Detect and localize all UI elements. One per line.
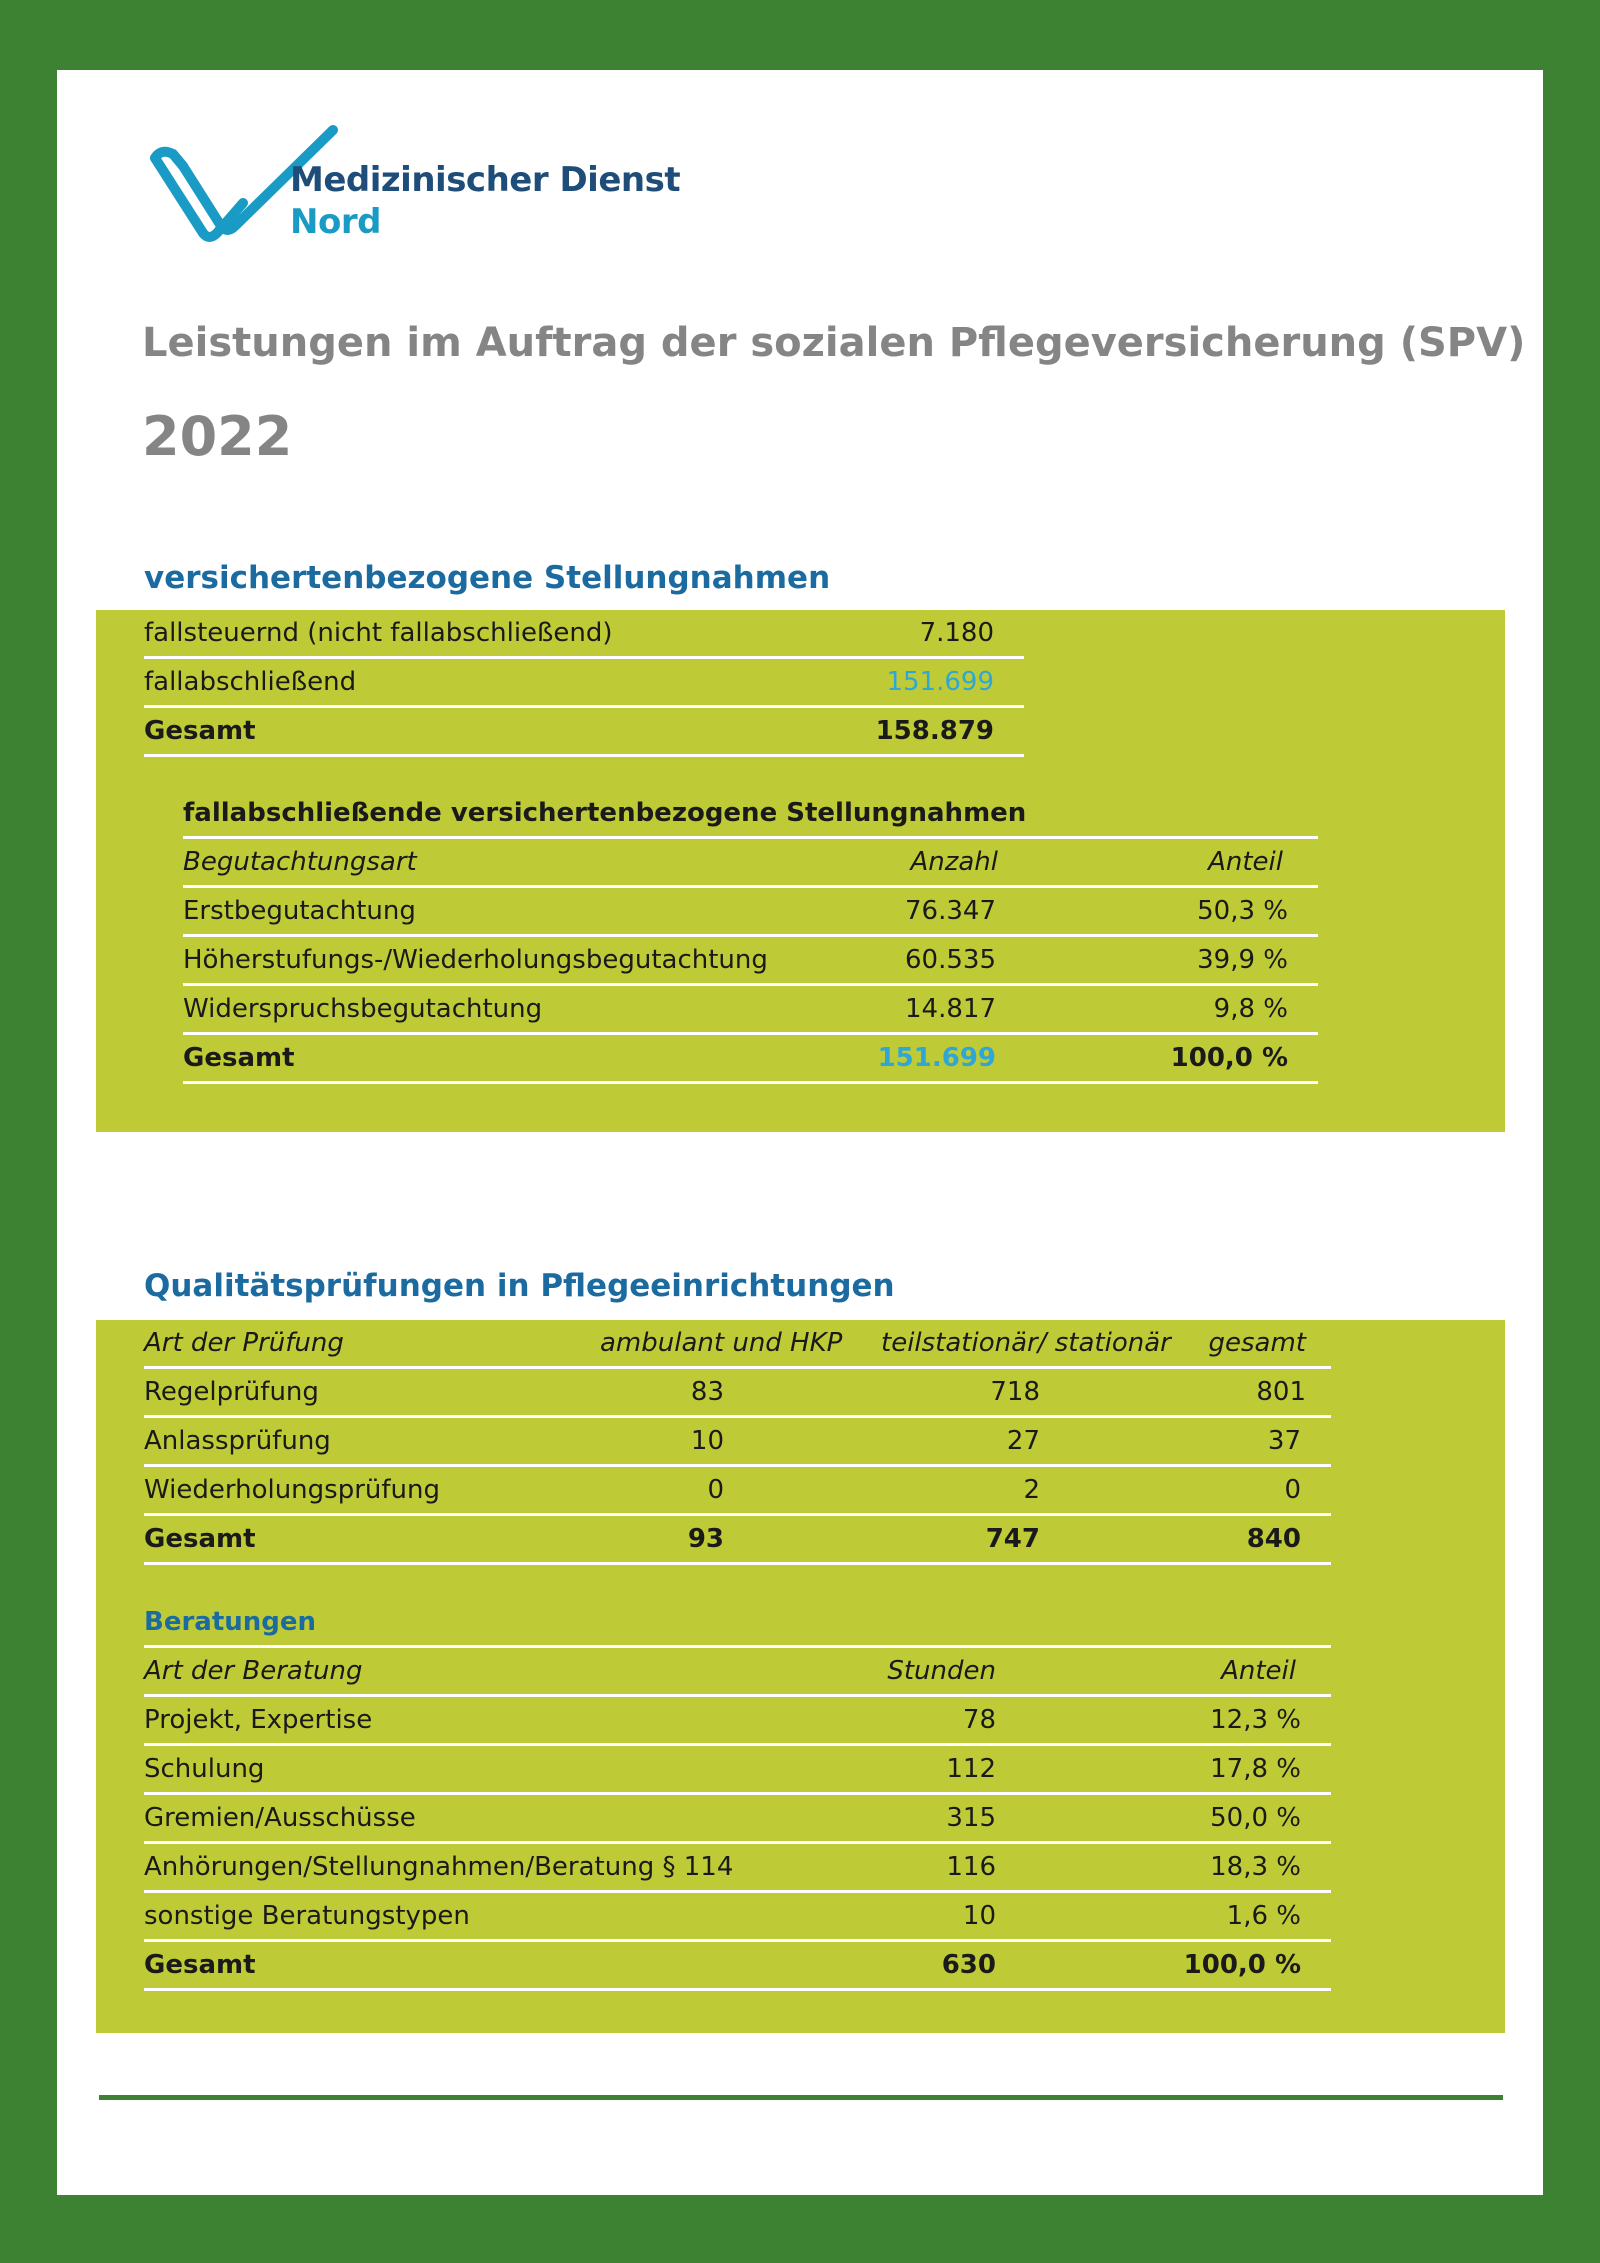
column-header: Art der Beratung xyxy=(144,1656,363,1686)
column-header: gesamt xyxy=(1208,1328,1306,1358)
table-row xyxy=(183,937,1318,986)
column-header: teilstationär/ stationär xyxy=(881,1328,1171,1358)
table-row xyxy=(183,888,1318,937)
row-label: Gesamt xyxy=(144,716,256,746)
table-row-total xyxy=(144,1516,1331,1565)
row-value: 7.180 xyxy=(919,618,994,648)
row-label: Anlassprüfung xyxy=(144,1426,331,1456)
row-hours: 630 xyxy=(941,1950,996,1980)
row-label: Widerspruchsbegutachtung xyxy=(183,994,543,1024)
table-row xyxy=(144,1746,1331,1795)
document-page xyxy=(57,70,1543,2195)
row-value: 158.879 xyxy=(875,716,994,746)
row-gesamt: 840 xyxy=(1246,1524,1301,1554)
row-share: 50,0 % xyxy=(1210,1803,1301,1833)
table-row xyxy=(144,1418,1331,1467)
row-label: sonstige Beratungstypen xyxy=(144,1901,470,1931)
subtable-heading: fallabschließende versichertenbezogene Stellungnahmen xyxy=(183,798,1027,828)
row-hours: 10 xyxy=(962,1901,996,1931)
footer-divider xyxy=(99,2095,1503,2100)
column-header: Begutachtungsart xyxy=(183,847,417,877)
row-ambulant: 93 xyxy=(687,1524,724,1554)
row-count: 60.535 xyxy=(905,945,996,975)
column-header: Anteil xyxy=(1208,847,1283,877)
row-count: 76.347 xyxy=(905,896,996,926)
column-header: Art der Prüfung xyxy=(144,1328,344,1358)
row-share: 50,3 % xyxy=(1197,896,1288,926)
beratungen-heading: Beratungen xyxy=(144,1607,317,1637)
row-label: Anhörungen/Stellungnahmen/Beratung § 114 xyxy=(144,1852,734,1882)
row-label: fallsteuernd (nicht fallabschließend) xyxy=(144,618,613,648)
row-label: Regelprüfung xyxy=(144,1377,319,1407)
table-row-total xyxy=(183,1035,1318,1084)
row-hours: 78 xyxy=(962,1705,996,1735)
row-count: 151.699 xyxy=(877,1043,996,1073)
subtable-heading-row xyxy=(183,790,1318,839)
year: 2022 xyxy=(142,405,293,468)
row-ambulant: 10 xyxy=(690,1426,724,1456)
row-label: Schulung xyxy=(144,1754,265,1784)
row-stationaer: 718 xyxy=(990,1377,1040,1407)
row-gesamt: 801 xyxy=(1256,1377,1306,1407)
row-hours: 116 xyxy=(946,1852,996,1882)
logo-line1: Medizinischer Dienst xyxy=(290,160,681,200)
row-value: 151.699 xyxy=(886,667,994,697)
row-share: 100,0 % xyxy=(1170,1043,1288,1073)
column-header: ambulant und HKP xyxy=(600,1328,843,1358)
section2-heading: Qualitätsprüfungen in Pflegeeinrichtungen xyxy=(144,1268,895,1304)
table-row-total xyxy=(144,708,1024,757)
row-label: Gesamt xyxy=(144,1524,256,1554)
row-label: Gesamt xyxy=(144,1950,256,1980)
row-label: Wiederholungsprüfung xyxy=(144,1475,440,1505)
table-row xyxy=(144,610,1024,659)
row-share: 18,3 % xyxy=(1210,1852,1301,1882)
row-hours: 315 xyxy=(946,1803,996,1833)
row-gesamt: 0 xyxy=(1284,1475,1301,1505)
row-label: Erstbegutachtung xyxy=(183,896,416,926)
row-share: 12,3 % xyxy=(1210,1705,1301,1735)
table-row xyxy=(144,1844,1331,1893)
column-header: Anzahl xyxy=(910,847,998,877)
row-label: Gremien/Ausschüsse xyxy=(144,1803,416,1833)
table-row xyxy=(183,986,1318,1035)
row-share: 39,9 % xyxy=(1197,945,1288,975)
row-ambulant: 83 xyxy=(690,1377,724,1407)
row-count: 14.817 xyxy=(905,994,996,1024)
row-label: fallabschließend xyxy=(144,667,357,697)
beratungen-heading-row xyxy=(144,1599,1331,1648)
section1-box xyxy=(96,610,1505,1132)
row-stationaer: 2 xyxy=(1023,1475,1040,1505)
table-header-row xyxy=(144,1648,1331,1697)
row-stationaer: 27 xyxy=(1006,1426,1040,1456)
row-share: 17,8 % xyxy=(1210,1754,1301,1784)
table-row xyxy=(144,1795,1331,1844)
row-gesamt: 37 xyxy=(1267,1426,1301,1456)
table-row xyxy=(144,1697,1331,1746)
row-label: Projekt, Expertise xyxy=(144,1705,373,1735)
column-header: Stunden xyxy=(887,1656,996,1686)
table-row xyxy=(144,659,1024,708)
row-share: 9,8 % xyxy=(1213,994,1288,1024)
row-ambulant: 0 xyxy=(707,1475,724,1505)
row-share: 100,0 % xyxy=(1183,1950,1301,1980)
table-header-row xyxy=(144,1320,1331,1369)
page-title: Leistungen im Auftrag der sozialen Pflegeversicherung (SPV) xyxy=(142,320,1526,366)
column-header: Anteil xyxy=(1221,1656,1296,1686)
table-row-total xyxy=(144,1942,1331,1991)
row-label: Höherstufungs-/Wiederholungsbegutachtung xyxy=(183,945,768,975)
table-row xyxy=(144,1467,1331,1516)
row-stationaer: 747 xyxy=(985,1524,1040,1554)
section2-box xyxy=(96,1320,1505,2033)
section1-heading: versichertenbezogene Stellungnahmen xyxy=(144,560,831,596)
row-share: 1,6 % xyxy=(1226,1901,1301,1931)
table-header-row xyxy=(183,839,1318,888)
table-row xyxy=(144,1893,1331,1942)
table-row xyxy=(144,1369,1331,1418)
row-label: Gesamt xyxy=(183,1043,295,1073)
logo-line2: Nord xyxy=(290,202,381,242)
row-hours: 112 xyxy=(946,1754,996,1784)
